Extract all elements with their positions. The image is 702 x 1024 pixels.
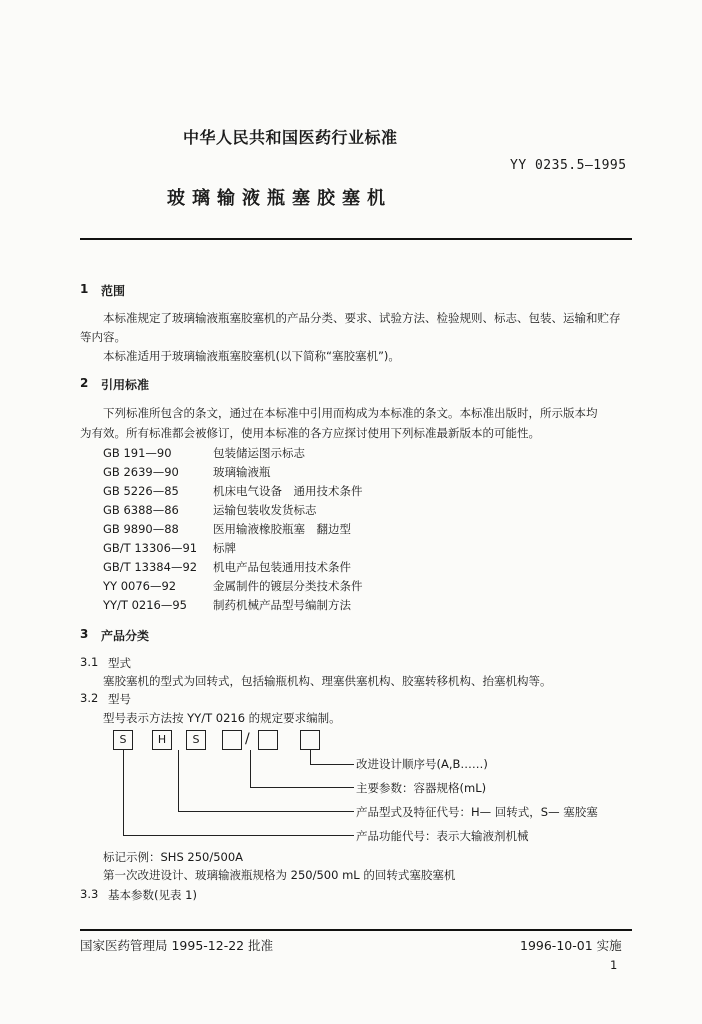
diagram-label-type: 产品型式及特征代号：H— 回转式，S— 塞胶塞 bbox=[356, 805, 598, 819]
connector-parameter-vertical bbox=[250, 750, 251, 788]
model-code-box-type: H bbox=[152, 730, 172, 750]
model-code-box-revision bbox=[300, 730, 320, 750]
reference-item bbox=[103, 464, 271, 480]
connector-parameter-horizontal bbox=[250, 787, 354, 788]
connector-type-horizontal bbox=[178, 811, 354, 812]
reference-item bbox=[103, 597, 351, 613]
section-3-1-text: 塞胶塞机的型式为回转式，包括输瓶机构、理塞供塞机构、胶塞转移机构、抬塞机构等。 bbox=[103, 674, 552, 688]
section-3-2-title: 型号 bbox=[108, 692, 131, 706]
marking-example: 标记示例：SHS 250/500A bbox=[103, 850, 244, 864]
marking-example-description: 第一次改进设计、玻璃输液瓶规格为 250/500 mL 的回转式塞胶塞机 bbox=[103, 868, 456, 882]
reference-item bbox=[103, 445, 305, 461]
reference-code: GB 5226—85 bbox=[103, 484, 179, 498]
page-number: 1 bbox=[610, 958, 618, 972]
reference-item bbox=[103, 521, 351, 537]
approval-date: 国家医药管理局 1995-12-22 批准 bbox=[80, 938, 274, 953]
reference-code: GB 2639—90 bbox=[103, 465, 179, 479]
section-2-title: 引用标准 bbox=[101, 378, 150, 392]
standard-code: YY 0235.5—1995 bbox=[510, 158, 627, 173]
reference-code: GB 6388—86 bbox=[103, 503, 179, 517]
connector-function-vertical bbox=[123, 750, 124, 836]
model-code-box-parameter-2 bbox=[258, 730, 278, 750]
reference-title: 机电产品包装通用技术条件 bbox=[213, 560, 351, 574]
section-2-intro-line-1: 下列标准所包含的条文，通过在本标准中引用而构成为本标准的条文。本标准出版时，所示版本均 bbox=[103, 406, 598, 420]
implementation-date: 1996-10-01 实施 bbox=[520, 938, 622, 953]
section-1-paragraph-1-line-2: 等内容。 bbox=[80, 330, 126, 344]
reference-code: YY 0076—92 bbox=[103, 579, 177, 593]
reference-code: GB/T 13384—92 bbox=[103, 560, 198, 574]
diagram-label-function: 产品功能代号：表示大输液剂机械 bbox=[356, 829, 529, 843]
section-1-number: 1 bbox=[80, 282, 89, 296]
section-1-paragraph-2: 本标准适用于玻璃输液瓶塞胶塞机(以下简称“塞胶塞机”)。 bbox=[103, 349, 400, 363]
reference-title: 标牌 bbox=[213, 541, 236, 555]
section-1-title: 范围 bbox=[101, 284, 126, 298]
reference-code: GB/T 13306—91 bbox=[103, 541, 198, 555]
section-3-2-number: 3.2 bbox=[80, 691, 99, 705]
document-title: 玻璃输液瓶塞胶塞机 bbox=[167, 188, 392, 209]
section-3-3-title: 基本参数(见表 1) bbox=[108, 888, 197, 902]
section-3-2-text: 型号表示方法按 YY/T 0216 的规定要求编制。 bbox=[103, 711, 341, 725]
reference-code: GB 191—90 bbox=[103, 446, 172, 460]
reference-code: YY/T 0216—95 bbox=[103, 598, 188, 612]
reference-code: GB 9890—88 bbox=[103, 522, 179, 536]
reference-title: 机床电气设备 通用技术条件 bbox=[213, 484, 363, 498]
section-2-intro-line-2: 为有效。所有标准都会被修订，使用本标准的各方应探讨使用下列标准最新版本的可能性。 bbox=[80, 426, 540, 440]
section-3-1-title: 型式 bbox=[108, 656, 131, 670]
reference-title: 包装储运图示标志 bbox=[213, 446, 305, 460]
org-title: 中华人民共和国医药行业标准 bbox=[183, 128, 398, 147]
diagram-label-parameter: 主要参数：容器规格(mL) bbox=[356, 781, 487, 795]
section-3-3-number: 3.3 bbox=[80, 887, 99, 901]
header-rule bbox=[80, 238, 632, 240]
reference-title: 金属制件的镀层分类技术条件 bbox=[213, 579, 363, 593]
connector-function-horizontal bbox=[123, 835, 354, 836]
reference-item bbox=[103, 540, 236, 556]
connector-revision-vertical bbox=[310, 750, 311, 764]
section-3-number: 3 bbox=[80, 627, 89, 641]
section-3-title: 产品分类 bbox=[101, 629, 150, 643]
reference-item bbox=[103, 502, 317, 518]
section-3-1-number: 3.1 bbox=[80, 655, 99, 669]
model-code-slash: / bbox=[245, 731, 250, 747]
reference-item bbox=[103, 559, 351, 575]
footer-rule bbox=[80, 929, 632, 931]
reference-item bbox=[103, 483, 363, 499]
section-2-number: 2 bbox=[80, 376, 89, 390]
reference-title: 制药机械产品型号编制方法 bbox=[213, 598, 351, 612]
section-1-paragraph-1-line-1: 本标准规定了玻璃输液瓶塞胶塞机的产品分类、要求、试验方法、检验规则、标志、包装、运输和贮存 bbox=[103, 311, 621, 325]
reference-title: 医用输液橡胶瓶塞 翻边型 bbox=[213, 522, 351, 536]
model-code-box-function: S bbox=[113, 730, 133, 750]
connector-type-vertical bbox=[178, 750, 179, 812]
model-code-box-parameter-1 bbox=[222, 730, 242, 750]
connector-revision-horizontal bbox=[310, 764, 354, 765]
model-code-box-feature: S bbox=[186, 730, 206, 750]
reference-title: 玻璃输液瓶 bbox=[213, 465, 271, 479]
reference-item bbox=[103, 578, 363, 594]
diagram-label-revision: 改进设计顺序号(A,B……) bbox=[356, 757, 488, 771]
reference-title: 运输包装收发货标志 bbox=[213, 503, 317, 517]
